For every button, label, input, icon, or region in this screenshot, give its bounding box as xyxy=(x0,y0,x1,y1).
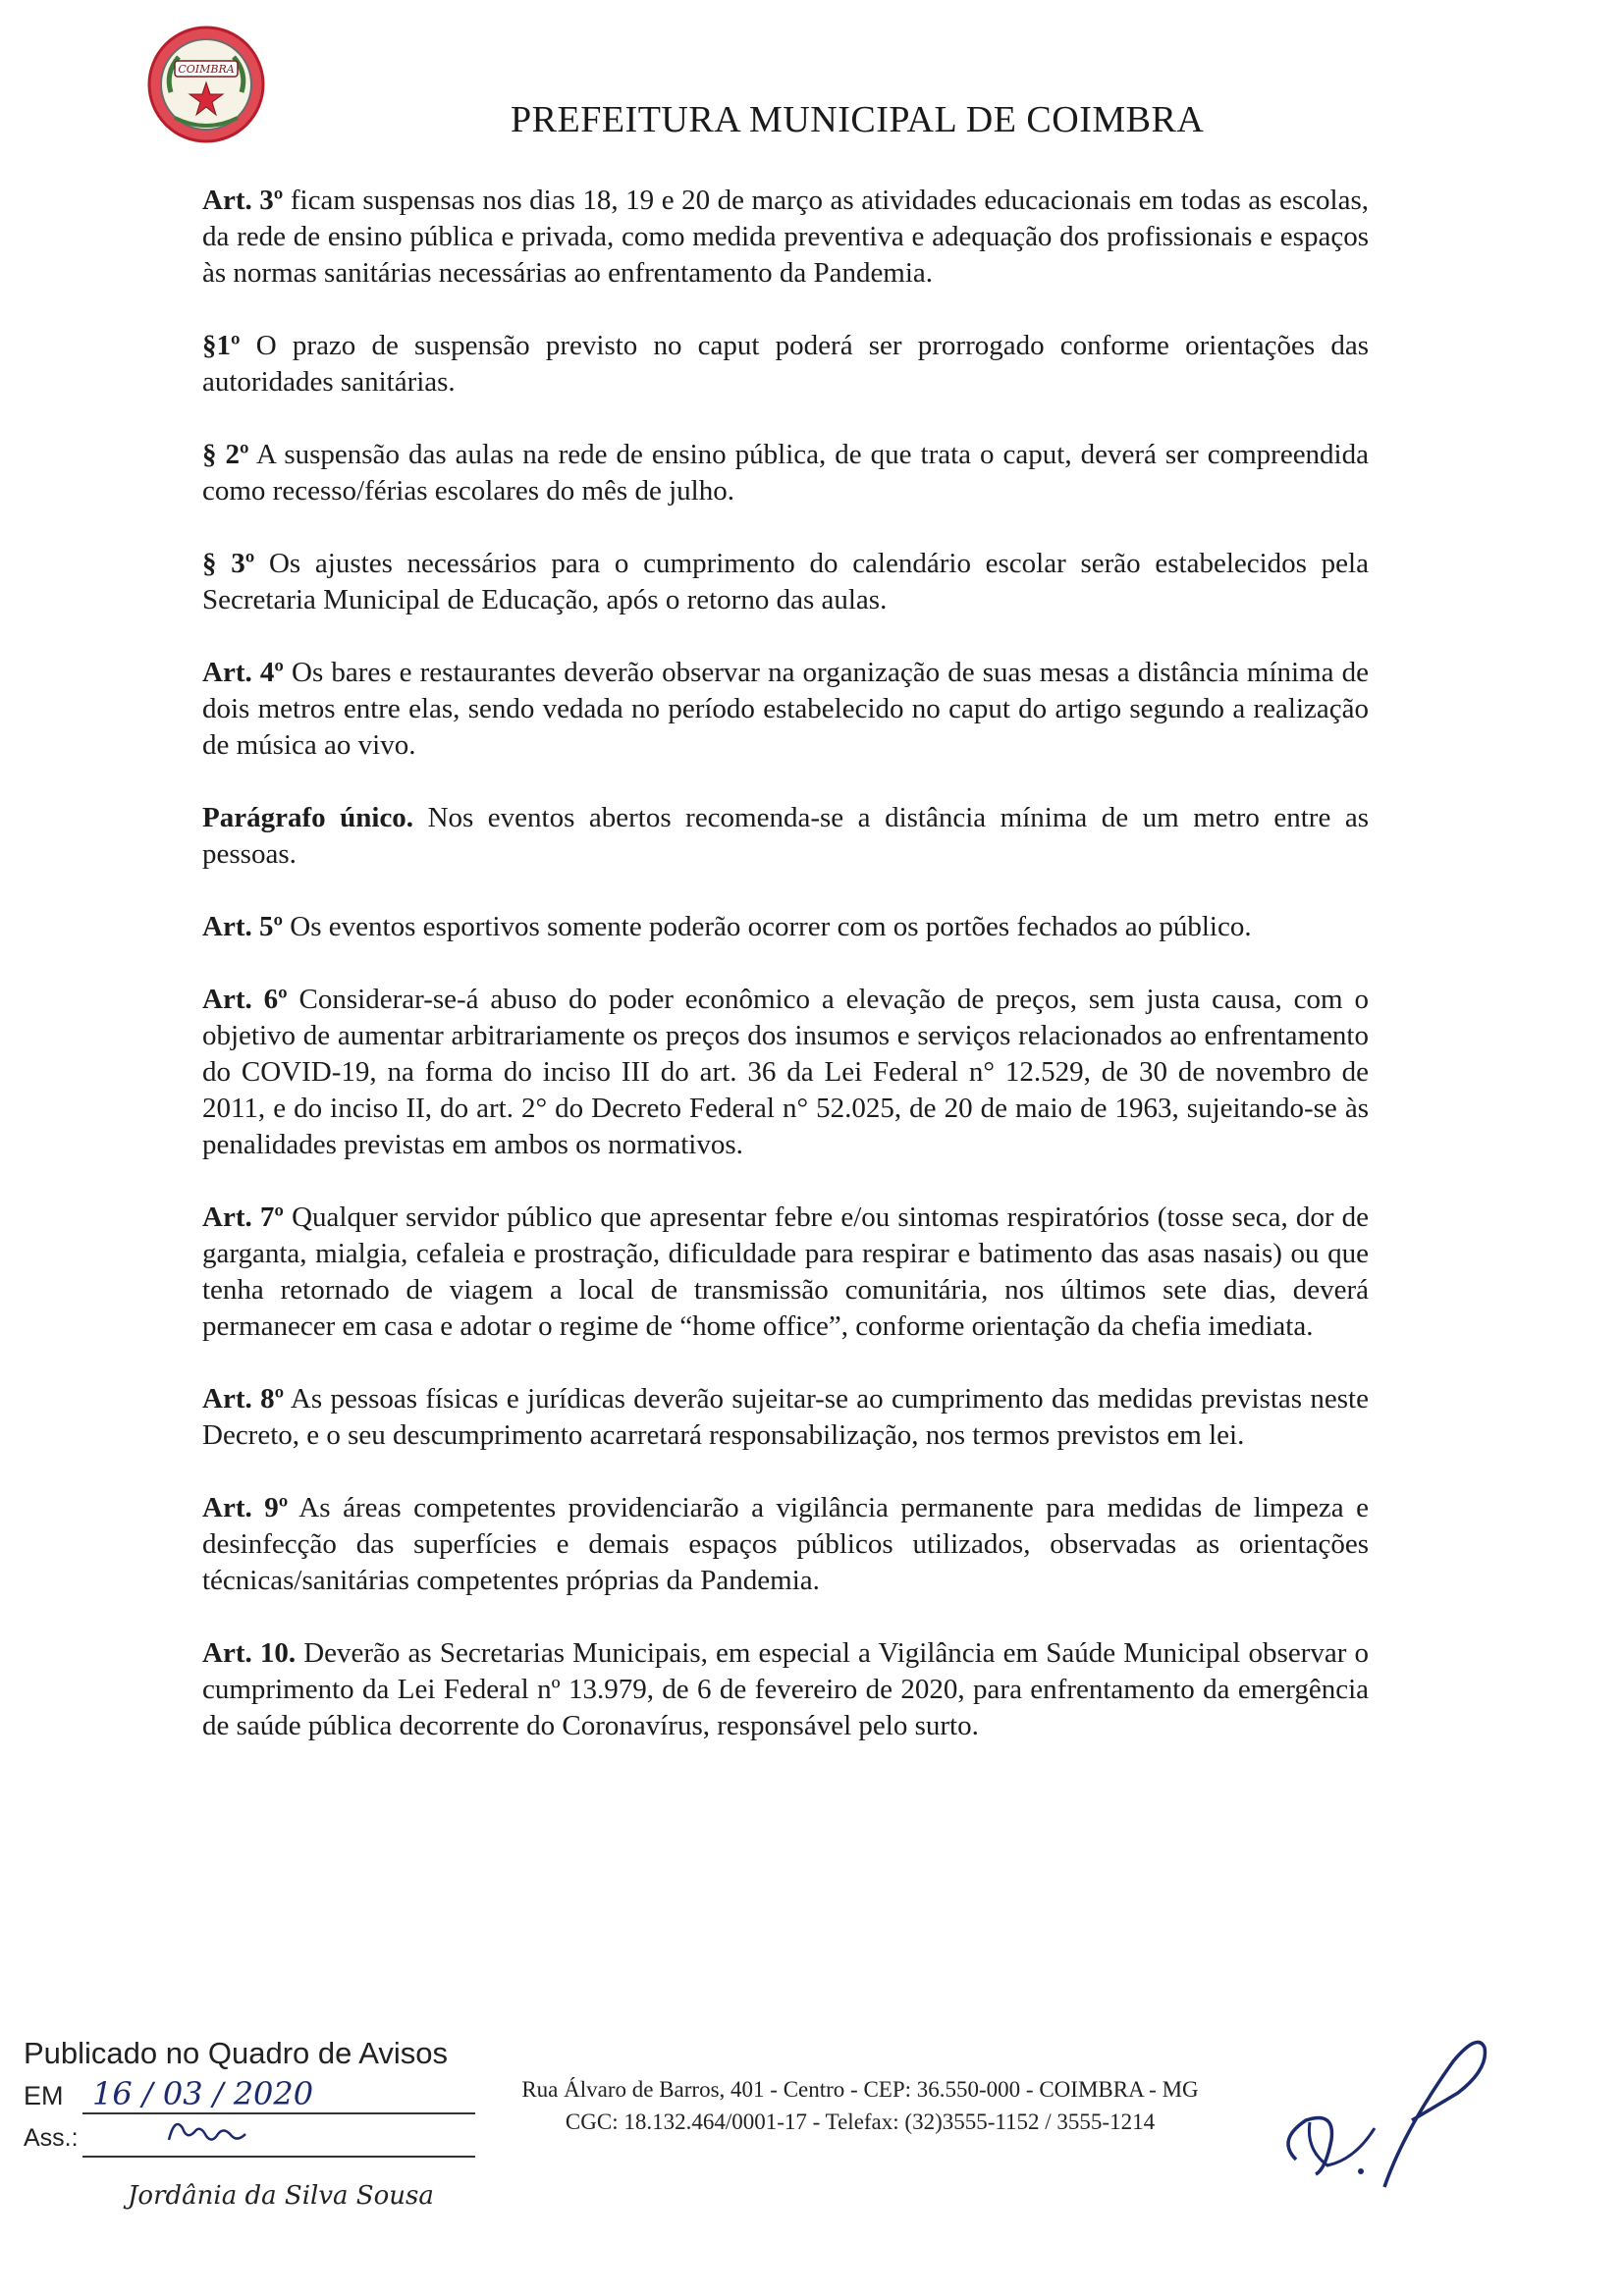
seal-text: COIMBRA xyxy=(178,63,235,76)
stamp-date-line xyxy=(24,2075,475,2114)
paragraph xyxy=(202,909,1369,945)
article-heading: §1º xyxy=(202,330,241,361)
stamp-em-label: EM xyxy=(24,2081,64,2110)
article-heading: § 2º xyxy=(202,439,249,470)
article-text: Considerar-se-á abuso do poder econômico a elevação de preços, sem justa causa, com o objetivo de aumentar arbitrariamente os preços dos insumos e serviços relacionados ao enfrentamento do COVID-19, na forma do inciso III do art. 36 da Lei Federal n° 12.529, de 30 de novembro de 2011, e do inciso II, do art. 2° do Decreto Federal n° 52.025, de 20 de maio de 1963, sujeitando-se às penalidades previstas em ambos os normativos. xyxy=(202,984,1369,1160)
article-heading: Art. 5º xyxy=(202,911,284,942)
article-text: As áreas competentes providenciarão a vigilância permanente para medidas de limpeza e desinfecção das superfícies e demais espaços públicos utilizados, observadas as orientações técnicas/sanitárias competentes próprias da Pandemia. xyxy=(202,1492,1369,1596)
paragraph xyxy=(202,437,1369,509)
address-line: CGC: 18.132.464/0001-17 - Telefax: (32)3555-1152 / 3555-1214 xyxy=(565,2109,1156,2134)
article-heading: Parágrafo único. xyxy=(202,802,414,833)
article-text: As pessoas físicas e jurídicas deverão sujeitar-se ao cumprimento das medidas previstas neste Decreto, e o seu descumprimento acarretará responsabilização, nos termos previstos em lei. xyxy=(202,1383,1369,1451)
paragraph xyxy=(202,183,1369,292)
article-text: Os ajustes necessários para o cumprimento do calendário escolar serão estabelecidos pela Secretaria Municipal de Educação, após o retorno das aulas. xyxy=(202,548,1369,615)
stamp-signature-line xyxy=(24,2118,475,2158)
article-heading: Art. 6º xyxy=(202,984,288,1015)
stamp-title: Publicado no Quadro de Avisos xyxy=(24,2036,449,2070)
paragraph xyxy=(202,1200,1369,1345)
stamp-name: Jordânia da Silva Sousa xyxy=(128,2181,434,2211)
paragraph xyxy=(202,1490,1369,1599)
address-line: Rua Álvaro de Barros, 401 - Centro - CEP: 36.550-000 - COIMBRA - MG xyxy=(521,2077,1199,2102)
paragraph xyxy=(202,546,1369,618)
article-heading: Art. 10. xyxy=(202,1637,297,1669)
article-heading: § 3º xyxy=(202,548,255,579)
article-heading: Art. 8º xyxy=(202,1383,285,1415)
stamp-underline xyxy=(82,2156,475,2158)
paragraph xyxy=(202,1381,1369,1454)
article-text: Qualquer servidor público que apresentar febre e/ou sintomas respiratórios (tosse seca, dor de garganta, mialgia, cefaleia e prostração, dificuldade para respirar e batimento das asas nasais) ou que tenha retornado de viagem a local de transmissão comunitária, nos últimos sete dias, deverá permanecer em casa e adotar o regime de “home office”, conforme orientação da chefia imediata. xyxy=(202,1201,1370,1342)
paragraph xyxy=(202,655,1369,764)
signature-icon xyxy=(1267,2012,1522,2209)
paragraph xyxy=(202,982,1369,1163)
stamp-signature-icon xyxy=(161,2110,249,2154)
article-heading: Art. 7º xyxy=(202,1201,284,1233)
article-text: ficam suspensas nos dias 18, 19 e 20 de março as atividades educacionais em todas as escolas, da rede de ensino pública e privada, como medida preventiva e adequação dos profissionais e espaços às normas sanitárias necessárias ao enfrentamento da Pandemia. xyxy=(202,185,1369,289)
article-text: A suspensão das aulas na rede de ensino pública, de que trata o caput, deverá ser compreendida como recesso/férias escolares do mês de julho. xyxy=(202,439,1369,507)
stamp-ass-label: Ass.: xyxy=(24,2124,79,2152)
article-text: Os eventos esportivos somente poderão ocorrer com os portões fechados ao público. xyxy=(283,911,1252,942)
page-title: PREFEITURA MUNICIPAL DE COIMBRA xyxy=(511,99,1205,140)
paragraph xyxy=(202,328,1369,400)
document-body xyxy=(202,183,1369,1781)
article-text: Nos eventos abertos recomenda-se a distância mínima de um metro entre as pessoas. xyxy=(202,802,1369,870)
address-footer xyxy=(467,2073,1253,2138)
paragraph xyxy=(202,1635,1369,1744)
stamp-underline xyxy=(82,2112,475,2114)
article-heading: Art. 9º xyxy=(202,1492,289,1523)
article-text: Os bares e restaurantes deverão observar na organização de suas mesas a distância mínima de dois metros entre elas, sendo vedada no período estabelecido no caput do artigo segundo a realização de música ao vivo. xyxy=(202,657,1369,761)
publication-stamp xyxy=(24,2036,475,2158)
coat-of-arms-icon xyxy=(145,24,267,145)
paragraph xyxy=(202,800,1369,873)
stamp-date: 16 / 03 / 2020 xyxy=(92,2075,314,2112)
article-text: O prazo de suspensão previsto no caput poderá ser prorrogado conforme orientações das autoridades sanitárias. xyxy=(202,330,1369,398)
article-text: Deverão as Secretarias Municipais, em especial a Vigilância em Saúde Municipal observar o cumprimento da Lei Federal nº 13.979, de 6 de fevereiro de 2020, para enfrentamento da emergência de saúde pública decorrente do Coronavírus, responsável pelo surto. xyxy=(202,1637,1369,1741)
article-heading: Art. 3º xyxy=(202,185,284,216)
article-heading: Art. 4º xyxy=(202,657,284,688)
